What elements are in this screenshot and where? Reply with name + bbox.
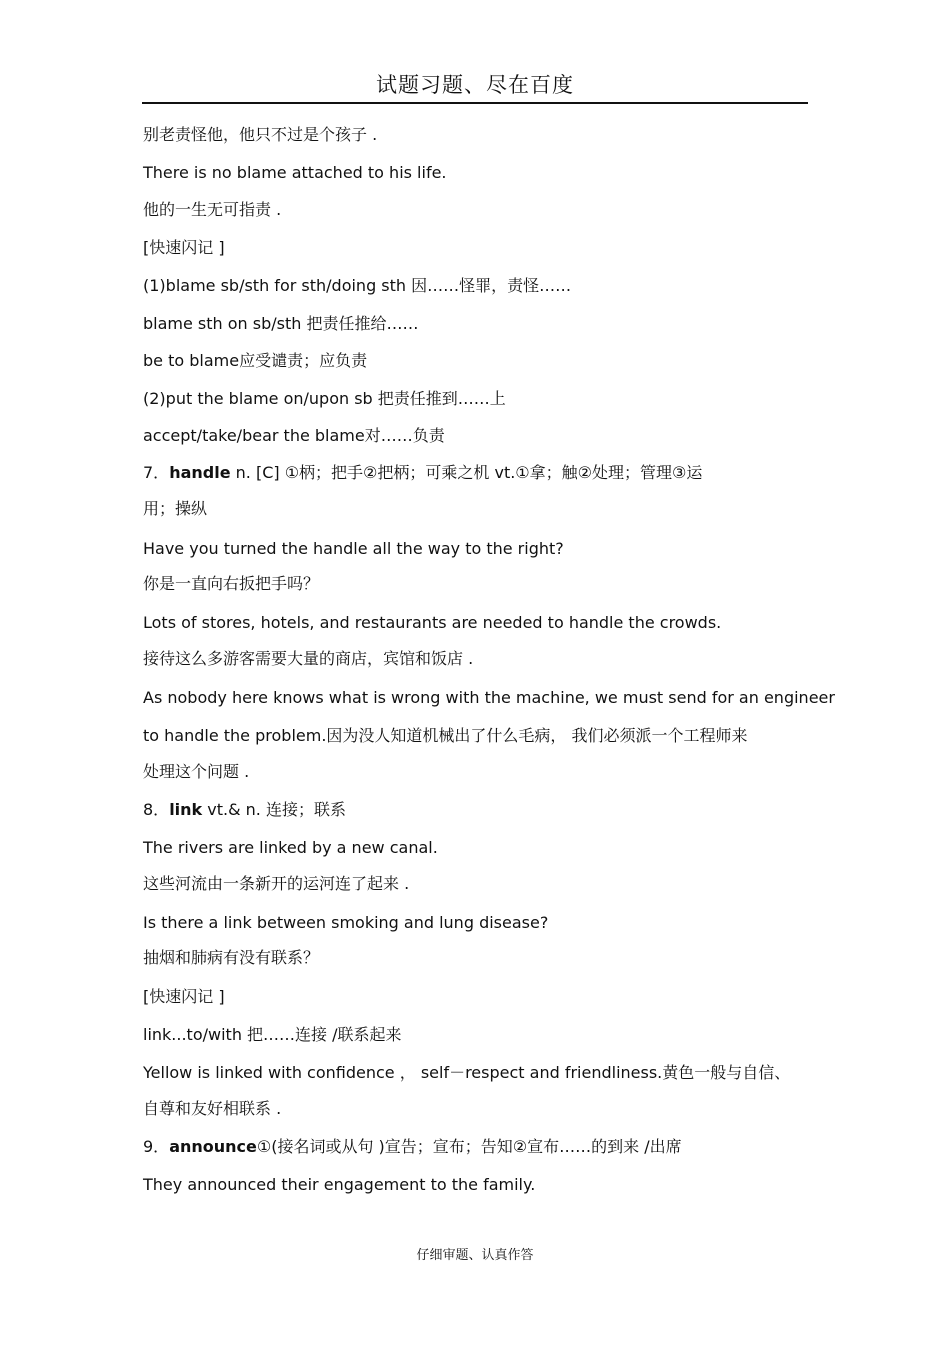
text-line: 自尊和友好相联系 . (143, 1099, 282, 1118)
text-line: (2)put the blame on/upon sb 把责任推到……上 (143, 389, 506, 408)
vocab-entry-announce (143, 1136, 682, 1158)
entry-definition: vt.& n. 连接；联系 (202, 800, 346, 819)
text-line: As nobody here knows what is wrong with the machine, we must send for an engineer (143, 688, 835, 707)
text-line: to handle the problem.因为没人知道机械出了什么毛病， 我们必须派一个工程师来 (143, 726, 748, 745)
text-line: Have you turned the handle all the way to the right? (143, 539, 564, 558)
text-line: [快速闪记 ] (143, 238, 225, 257)
text-line: Is there a link between smoking and lung disease? (143, 913, 549, 932)
vocab-entry-link (143, 799, 346, 821)
text-line: They announced their engagement to the family. (143, 1175, 536, 1194)
page-title: 试题习题、尽在百度 (376, 73, 574, 97)
text-line: (1)blame sb/sth for sth/doing sth 因……怪罪，责怪…… (143, 276, 572, 295)
entry-number: 8． (143, 800, 170, 819)
page-header (142, 62, 808, 104)
text-line: Lots of stores, hotels, and restaurants are needed to handle the crowds. (143, 613, 722, 632)
vocab-entry-handle (143, 462, 702, 484)
text-line: accept/take/bear the blame对……负责 (143, 426, 445, 445)
text-line: The rivers are linked by a new canal. (143, 838, 438, 857)
text-line: 抽烟和肺病有没有联系？ (143, 948, 320, 967)
text-line: 你是一直向右扳把手吗？ (143, 574, 320, 593)
text-line: 这些河流由一条新开的运河连了起来 . (143, 874, 410, 893)
headword: announce (169, 1137, 257, 1156)
text-line: blame sth on sb/sth 把责任推给…… (143, 314, 419, 333)
text-line: link...to/with 把……连接 /联系起来 (143, 1025, 402, 1044)
text-line: 处理这个问题 . (143, 762, 250, 781)
page-footer: 仔细审题、认真作答 (416, 1248, 534, 1263)
text-line: 接待这么多游客需要大量的商店，宾馆和饭店 . (143, 649, 474, 668)
text-line: [快速闪记 ] (143, 987, 225, 1006)
headword: handle (169, 463, 231, 482)
entry-number: 7． (143, 463, 170, 482)
text-line: There is no blame attached to his life. (143, 163, 447, 182)
text-line: Yellow is linked with confidence ， self－respect and friendliness.黄色一般与自信、 (143, 1063, 791, 1082)
entry-number: 9． (143, 1137, 170, 1156)
headword: link (169, 800, 203, 819)
text-line: 别老责怪他，他只不过是个孩子 . (143, 125, 378, 144)
text-line: be to blame应受谴责；应负责 (143, 351, 368, 370)
text-line: 用；操纵 (143, 499, 208, 518)
entry-definition: n. [C] ①柄；把手②把柄；可乘之机 vt.①拿；触②处理；管理③运 (230, 463, 703, 482)
entry-definition: ①(接名词或从句 )宣告；宣布；告知②宣布……的到来 /出席 (256, 1137, 682, 1156)
text-line: 他的一生无可指责 . (143, 200, 282, 219)
